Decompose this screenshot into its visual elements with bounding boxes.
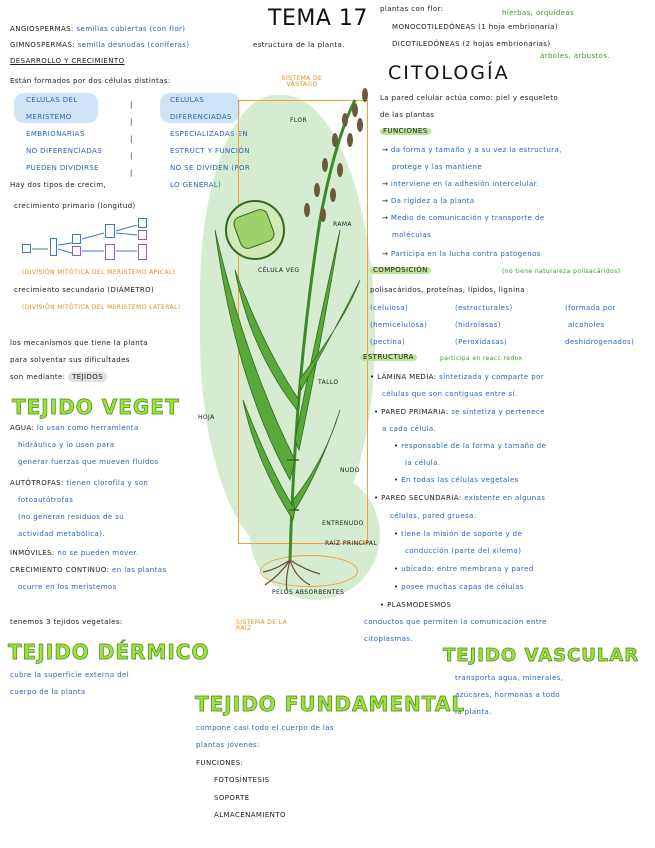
cell-left-4: NO DIFERENCIADAS — [26, 147, 103, 155]
cell-right-5: NO SE DIVIDEN (POR — [170, 164, 251, 172]
growth-primario: crecimiento primario (longitud) — [14, 202, 136, 210]
auto-line-3: (no generan residuos de su — [18, 513, 125, 521]
auto-line: AUTÓTROFAS: tienen clorofila y son — [10, 479, 149, 487]
estructura-badge: ESTRUCTURA — [360, 354, 417, 361]
plant-illustration — [195, 80, 385, 610]
comp-col3-1: (formada por — [565, 304, 616, 312]
comp-col1-3: (pectina) — [370, 338, 406, 346]
plasmo-line: • PLASMODESMOS — [380, 601, 452, 609]
gimno-line — [10, 42, 189, 49]
estr-note: participa en reacc redox — [440, 355, 523, 362]
growth-secundario: crecimiento secundario (DIÁMETRO) — [14, 286, 155, 294]
angio-text: semillas cubiertas (con flor) — [76, 25, 186, 33]
secundario-note: (DIVISIÓN MITÓTICA DEL MERISTEMO LATERAL) — [22, 304, 181, 311]
arboles-text: árboles, arbustos. — [540, 52, 611, 60]
comp-col2-2: (hidrolasas) — [455, 321, 501, 329]
auto-line-2: fotoautótrofas — [18, 496, 74, 504]
estructura-text: estructura de la planta. — [253, 41, 345, 49]
angio-label: ANGIOSPERMAS: — [10, 25, 74, 33]
cell-right-3: ESPECIALIZADAS EN — [170, 130, 248, 138]
tres-tejidos: tenemos 3 tejidos vegetales: — [10, 618, 123, 626]
lamina-line-2: células que son contiguas entre sí. — [382, 390, 518, 398]
pared2-line-4: conducción (parte del xilema) — [405, 547, 522, 555]
func-3: → Da rigidez a la planta — [382, 197, 475, 205]
angio-line — [10, 26, 185, 33]
label-sistema-vastago: SISTEMA DE VÁSTAGO — [281, 75, 323, 88]
dermico-line-1: cubre la superficie externa del — [10, 671, 130, 679]
primario-note: (DIVISIÓN MITÓTICA DEL MERISTEMO APICAL) — [22, 269, 176, 276]
pared1-line-4: la célula. — [405, 459, 441, 467]
vascular-line-2: azúcares, hormonas a todo — [455, 691, 561, 699]
pared2-line: • PARED SECUNDARIA: existente en algunas — [374, 494, 546, 502]
label-sistema-raiz: SISTEMA DE LA RAÍZ — [236, 619, 288, 632]
cells-intro: Están formados por dos células distintas: — [10, 77, 171, 85]
mono-line: MONOCOTILEDÓNEAS (1 hoja embrionaria) — [392, 23, 559, 31]
mech-line-3: son mediante: TEJIDOS — [10, 374, 107, 381]
label-flor: FLOR — [290, 117, 308, 124]
cell-left-2: MERISTEMO — [26, 113, 72, 121]
pared1-line: • PARED PRIMARIA: se sintetiza y pertenece — [374, 408, 545, 416]
func-5: → Participa en la lucha contra patógenos — [382, 250, 541, 258]
crec-line-2: ocurre en los meristemos — [18, 583, 117, 591]
label-nudo: NUDO — [340, 467, 360, 474]
cito-intro-1: La pared celular actúa como: piel y esqueleto — [380, 94, 559, 102]
inmo-line: INMÓVILES: no se pueden mover. — [10, 549, 139, 557]
vascular-heading: TEJIDO VASCULAR — [443, 645, 640, 666]
comp-col1-2: (hemicelulosa) — [370, 321, 428, 329]
dermico-heading: TEJIDO DÉRMICO — [8, 640, 210, 664]
comp-col3-3: deshidrogenados) — [565, 338, 635, 346]
func-2: → interviene en la adhesión intercelular. — [382, 180, 539, 188]
cell-right-6: LO GENERAL) — [170, 181, 222, 189]
comp-col2-1: (estructurales) — [455, 304, 513, 312]
comp-col2-3: (Peroxidasas) — [455, 338, 508, 346]
cell-left-5: PUEDEN DIVIDIRSE — [26, 164, 99, 172]
auto-line-4: actividad metabólica). — [18, 530, 105, 538]
page-title: TEMA 17 — [268, 6, 368, 31]
pared2-line-5: • ubicada: entre membrana y pared — [394, 565, 534, 573]
desarrollo-heading: DESARROLLO Y CRECIMIENTO — [10, 57, 125, 65]
growth-types: Hay dos tipos de crecim, — [10, 181, 107, 189]
pared1-line-2: a cada célula. — [382, 425, 437, 433]
comp-note: (no tiene naturaleza polisacáridos) — [502, 268, 621, 275]
func-1b: protege y las mantiene — [392, 163, 483, 171]
pared2-line-6: • posee muchas capas de células — [394, 583, 524, 591]
func-4: → Medio de comunicación y transporte de — [382, 214, 545, 222]
fundamental-funciones: FUNCIONES: — [196, 759, 244, 767]
mech-line-1: los mecanismos que tiene la planta — [10, 339, 148, 347]
label-celula-veg: CÉLULA VEG — [258, 267, 300, 274]
fundamental-item-3: ALMACENAMIENTO — [214, 811, 286, 819]
cell-right-2: DIFERENCIADAS — [170, 113, 232, 121]
label-rama: RAMA — [333, 221, 352, 228]
dico-line: DICOTILEDÓNEAS (2 hojas embrionarias) — [392, 40, 551, 48]
agua-line-3: generar fuerzas que mueven fluidos — [18, 458, 159, 466]
label-tallo: TALLO — [318, 379, 339, 386]
mech-line-2: para solventar sus dificultades — [10, 356, 130, 364]
gimno-label: GIMNOSPERMAS: — [10, 41, 76, 49]
funciones-badge: FUNCIONES — [380, 128, 431, 135]
divider-bar: | | | | | — [130, 101, 133, 177]
label-pelos: PELOS ABSORBENTES — [272, 589, 345, 596]
cell-right-1: CÉLULAS — [170, 96, 205, 104]
cell-right-4: ESTRUCT Y FUNCIÓN — [170, 147, 250, 155]
label-hoja: HOJA — [198, 414, 215, 421]
comp-col1-1: (celulosa) — [370, 304, 409, 312]
label-entrenudo: ENTRENUDO — [322, 520, 364, 527]
pared2-line-2: células, pared gruesa. — [390, 512, 477, 520]
pared1-line-5: • En todas las células vegetales — [394, 476, 519, 484]
fundamental-item-2: SOPORTE — [214, 794, 250, 802]
cell-left-1: CÉLULAS DEL — [26, 96, 78, 104]
fundamental-line-2: plantas jóvenes: — [196, 741, 260, 749]
tejidos-badge: TEJIDOS — [68, 372, 107, 382]
tejido-veget-heading: TEJIDO VEGET — [12, 395, 180, 419]
growth-arrows — [30, 225, 142, 260]
func-1: → da forma y tamaño y a su vez la estructura, — [382, 146, 562, 154]
vascular-line-3: la planta. — [455, 708, 492, 716]
comp-col3-2: alcoholes — [568, 321, 605, 329]
plasmo-line-3: citoplasmas. — [364, 635, 413, 643]
composicion-badge: COMPOSICIÓN — [370, 267, 431, 274]
crec-line: CRECIMIENTO CONTINUO: en las plantas — [10, 566, 167, 574]
fundamental-item-1: FOTOSÍNTESIS — [214, 776, 270, 784]
hierbas-text: hierbas, orquídeas — [502, 9, 575, 17]
agua-line: AGUA: lo usan como herramienta — [10, 424, 139, 432]
gimno-text: semilla desnudas (coníferas) — [77, 41, 190, 49]
citologia-heading: CITOLOGÍA — [388, 62, 510, 84]
comp-line: polisacáridos, proteínas, lípidos, lignina — [370, 286, 525, 294]
plasmo-line-2: conductos que permiten la comunicación entre — [364, 618, 547, 626]
pared1-line-3: • responsable de la forma y tamaño de — [394, 442, 547, 450]
fundamental-heading: TEJIDO FUNDAMENTAL — [195, 692, 466, 716]
agua-line-2: hidráulica y lo usan para — [18, 441, 115, 449]
fundamental-line-1: compone casi todo el cuerpo de las — [196, 724, 334, 732]
dermico-line-2: cuerpo de la planta — [10, 688, 86, 696]
vascular-line-1: transporta agua, minerales, — [455, 674, 564, 682]
pared2-line-3: • tiene la misión de soporte y de — [394, 530, 523, 538]
cito-intro-2: de las plantas — [380, 111, 435, 119]
label-raiz-principal: RAÍZ PRINCIPAL — [325, 540, 378, 547]
cell-left-3: EMBRIONARIAS — [26, 130, 85, 138]
plantas-flor: plantas con flor: — [380, 5, 444, 13]
func-4b: moléculas — [392, 231, 432, 239]
lamina-line: • LÁMINA MEDIA: sintetizada y comparte por — [370, 373, 545, 381]
